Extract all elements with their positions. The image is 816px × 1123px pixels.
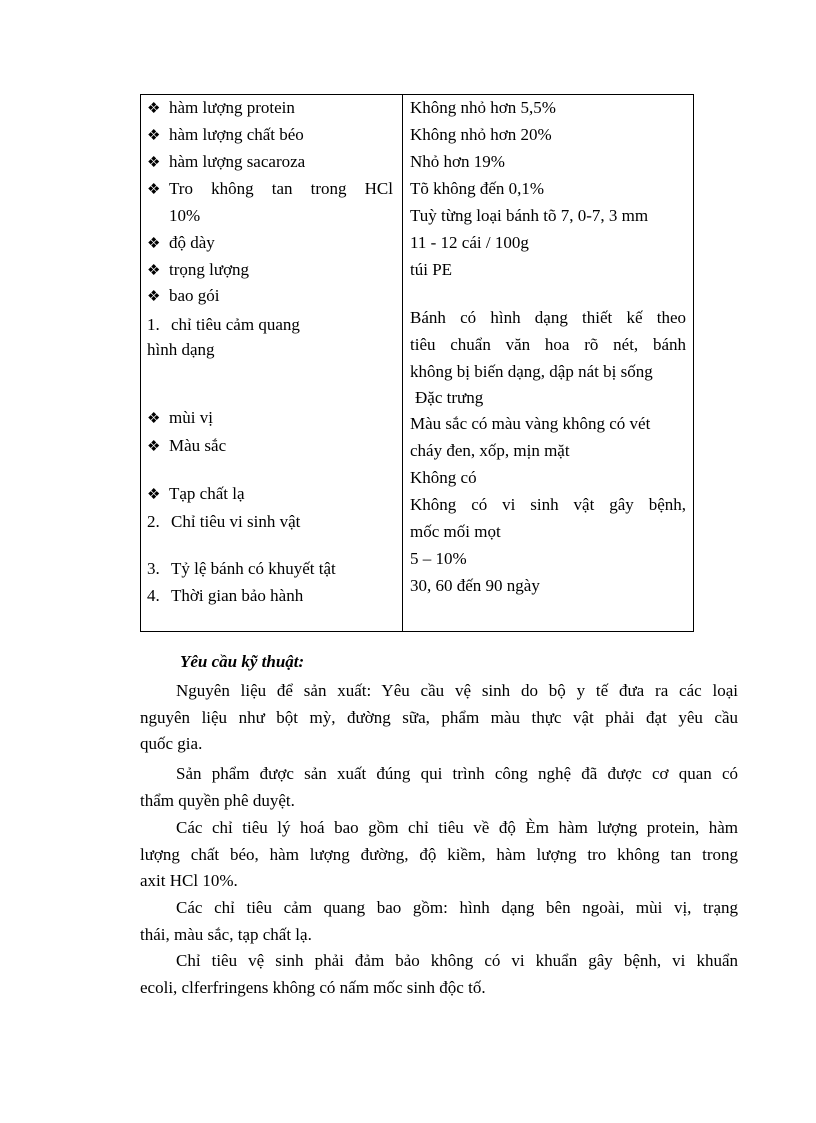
row-weight-label: ❖ trọng lượng xyxy=(147,260,250,279)
row-micro-label: 2. Chỉ tiêu vi sinh vật xyxy=(147,512,301,531)
row-warranty-label: 4. Thời gian bảo hành xyxy=(147,586,304,605)
diamond-bullet-icon: ❖ xyxy=(147,182,161,198)
row-protein-label: ❖ hàm lượng protein xyxy=(147,98,295,117)
row-smell-label: ❖ mùi vị xyxy=(147,408,213,427)
row-ash-value: Tõ không đến 0,1% xyxy=(410,179,545,198)
row-packaging-label: ❖ bao gói xyxy=(147,286,220,305)
row-color-value-2: cháy đen, xốp, mịn mặt xyxy=(410,441,570,460)
diamond-bullet-icon: ❖ xyxy=(147,155,161,171)
row-color-value-1: Màu sắc có màu vàng không có vét xyxy=(410,414,651,433)
diamond-bullet-icon: ❖ xyxy=(147,289,161,305)
row-fat-label: ❖ hàm lượng chất béo xyxy=(147,125,304,144)
row-thickness-value: Tuỳ từng loại bánh tõ 7, 0-7, 3 mm xyxy=(410,206,649,225)
row-shape-label: hình dạng xyxy=(147,340,215,359)
row-ash-label: ❖ Tro không tan trong HCl xyxy=(147,179,393,198)
row-micro-value-2: mốc mối mọt xyxy=(410,522,501,541)
row-sucrose-value: Nhỏ hơn 19% xyxy=(410,152,505,171)
row-protein-value: Không nhỏ hơn 5,5% xyxy=(410,98,556,117)
paragraph-process: Sản phẩm được sản xuất đúng qui trình công nghệ đã được cơ quan có thẩm quyền phê duyệt. xyxy=(140,764,738,810)
row-impurities-label: ❖ Tạp chất lạ xyxy=(147,484,245,503)
row-thickness-label: ❖ độ dày xyxy=(147,233,215,252)
diamond-bullet-icon: ❖ xyxy=(147,263,161,279)
row-sensory-label: 1. chỉ tiêu cảm quang xyxy=(147,315,300,334)
row-warranty-value: 30, 60 đến 90 ngày xyxy=(410,576,540,595)
row-shape-value-2: tiêu chuẩn văn hoa rõ nét, bánh xyxy=(410,335,686,354)
row-weight-value: 11 - 12 cái / 100g xyxy=(410,233,529,252)
row-smell-value: Đặc trưng xyxy=(415,388,484,407)
column-divider xyxy=(402,95,403,631)
paragraph-materials: Nguyên liệu để sản xuất: Yêu cầu vệ sinh do bộ y tế đưa ra các loại nguyên liệu như bột mỳ, đường sữa, phẩm màu thực vật phải đạt yêu cầu quốc gia. xyxy=(140,681,738,753)
diamond-bullet-icon: ❖ xyxy=(147,439,161,455)
row-packaging-value: túi PE xyxy=(410,260,453,279)
diamond-bullet-icon: ❖ xyxy=(147,411,161,427)
row-color-label: ❖ Màu sắc xyxy=(147,436,227,455)
row-defect-label: 3. Tỷ lệ bánh có khuyết tật xyxy=(147,559,336,578)
spec-table xyxy=(140,94,694,632)
row-ash-label-cont: 10% xyxy=(169,206,201,225)
row-micro-value-1: Không có vi sinh vật gây bệnh, xyxy=(410,495,686,514)
paragraph-physicochemical: Các chỉ tiêu lý hoá bao gồm chỉ tiêu về độ Èm hàm lượng protein, hàm lượng chất béo, hàm lượng đường, độ kiềm, hàm lượng tro không tan trong axit HCl 10%. xyxy=(140,818,738,890)
row-sucrose-label: ❖ hàm lượng sacaroza xyxy=(147,152,306,171)
paragraph-hygiene: Chỉ tiêu vệ sinh phải đảm bảo không có vi khuẩn gây bệnh, vi khuẩn ecoli, clferfringens không có nấm mốc sinh độc tố. xyxy=(140,951,738,997)
row-defect-value: 5 – 10% xyxy=(410,549,467,568)
section-heading: Yêu cầu kỹ thuật: xyxy=(180,652,305,671)
diamond-bullet-icon: ❖ xyxy=(147,236,161,252)
paragraph-sensory: Các chỉ tiêu cảm quang bao gồm: hình dạng bên ngoài, mùi vị, trạng thái, màu sắc, tạp chất lạ. xyxy=(140,898,738,944)
row-shape-value-3: không bị biến dạng, dập nát bị sống xyxy=(410,362,653,381)
diamond-bullet-icon: ❖ xyxy=(147,101,161,117)
row-impurities-value: Không có xyxy=(410,468,477,487)
diamond-bullet-icon: ❖ xyxy=(147,128,161,144)
diamond-bullet-icon: ❖ xyxy=(147,487,161,503)
row-shape-value-1: Bánh có hình dạng thiết kế theo xyxy=(410,308,686,327)
row-fat-value: Không nhỏ hơn 20% xyxy=(410,125,552,144)
